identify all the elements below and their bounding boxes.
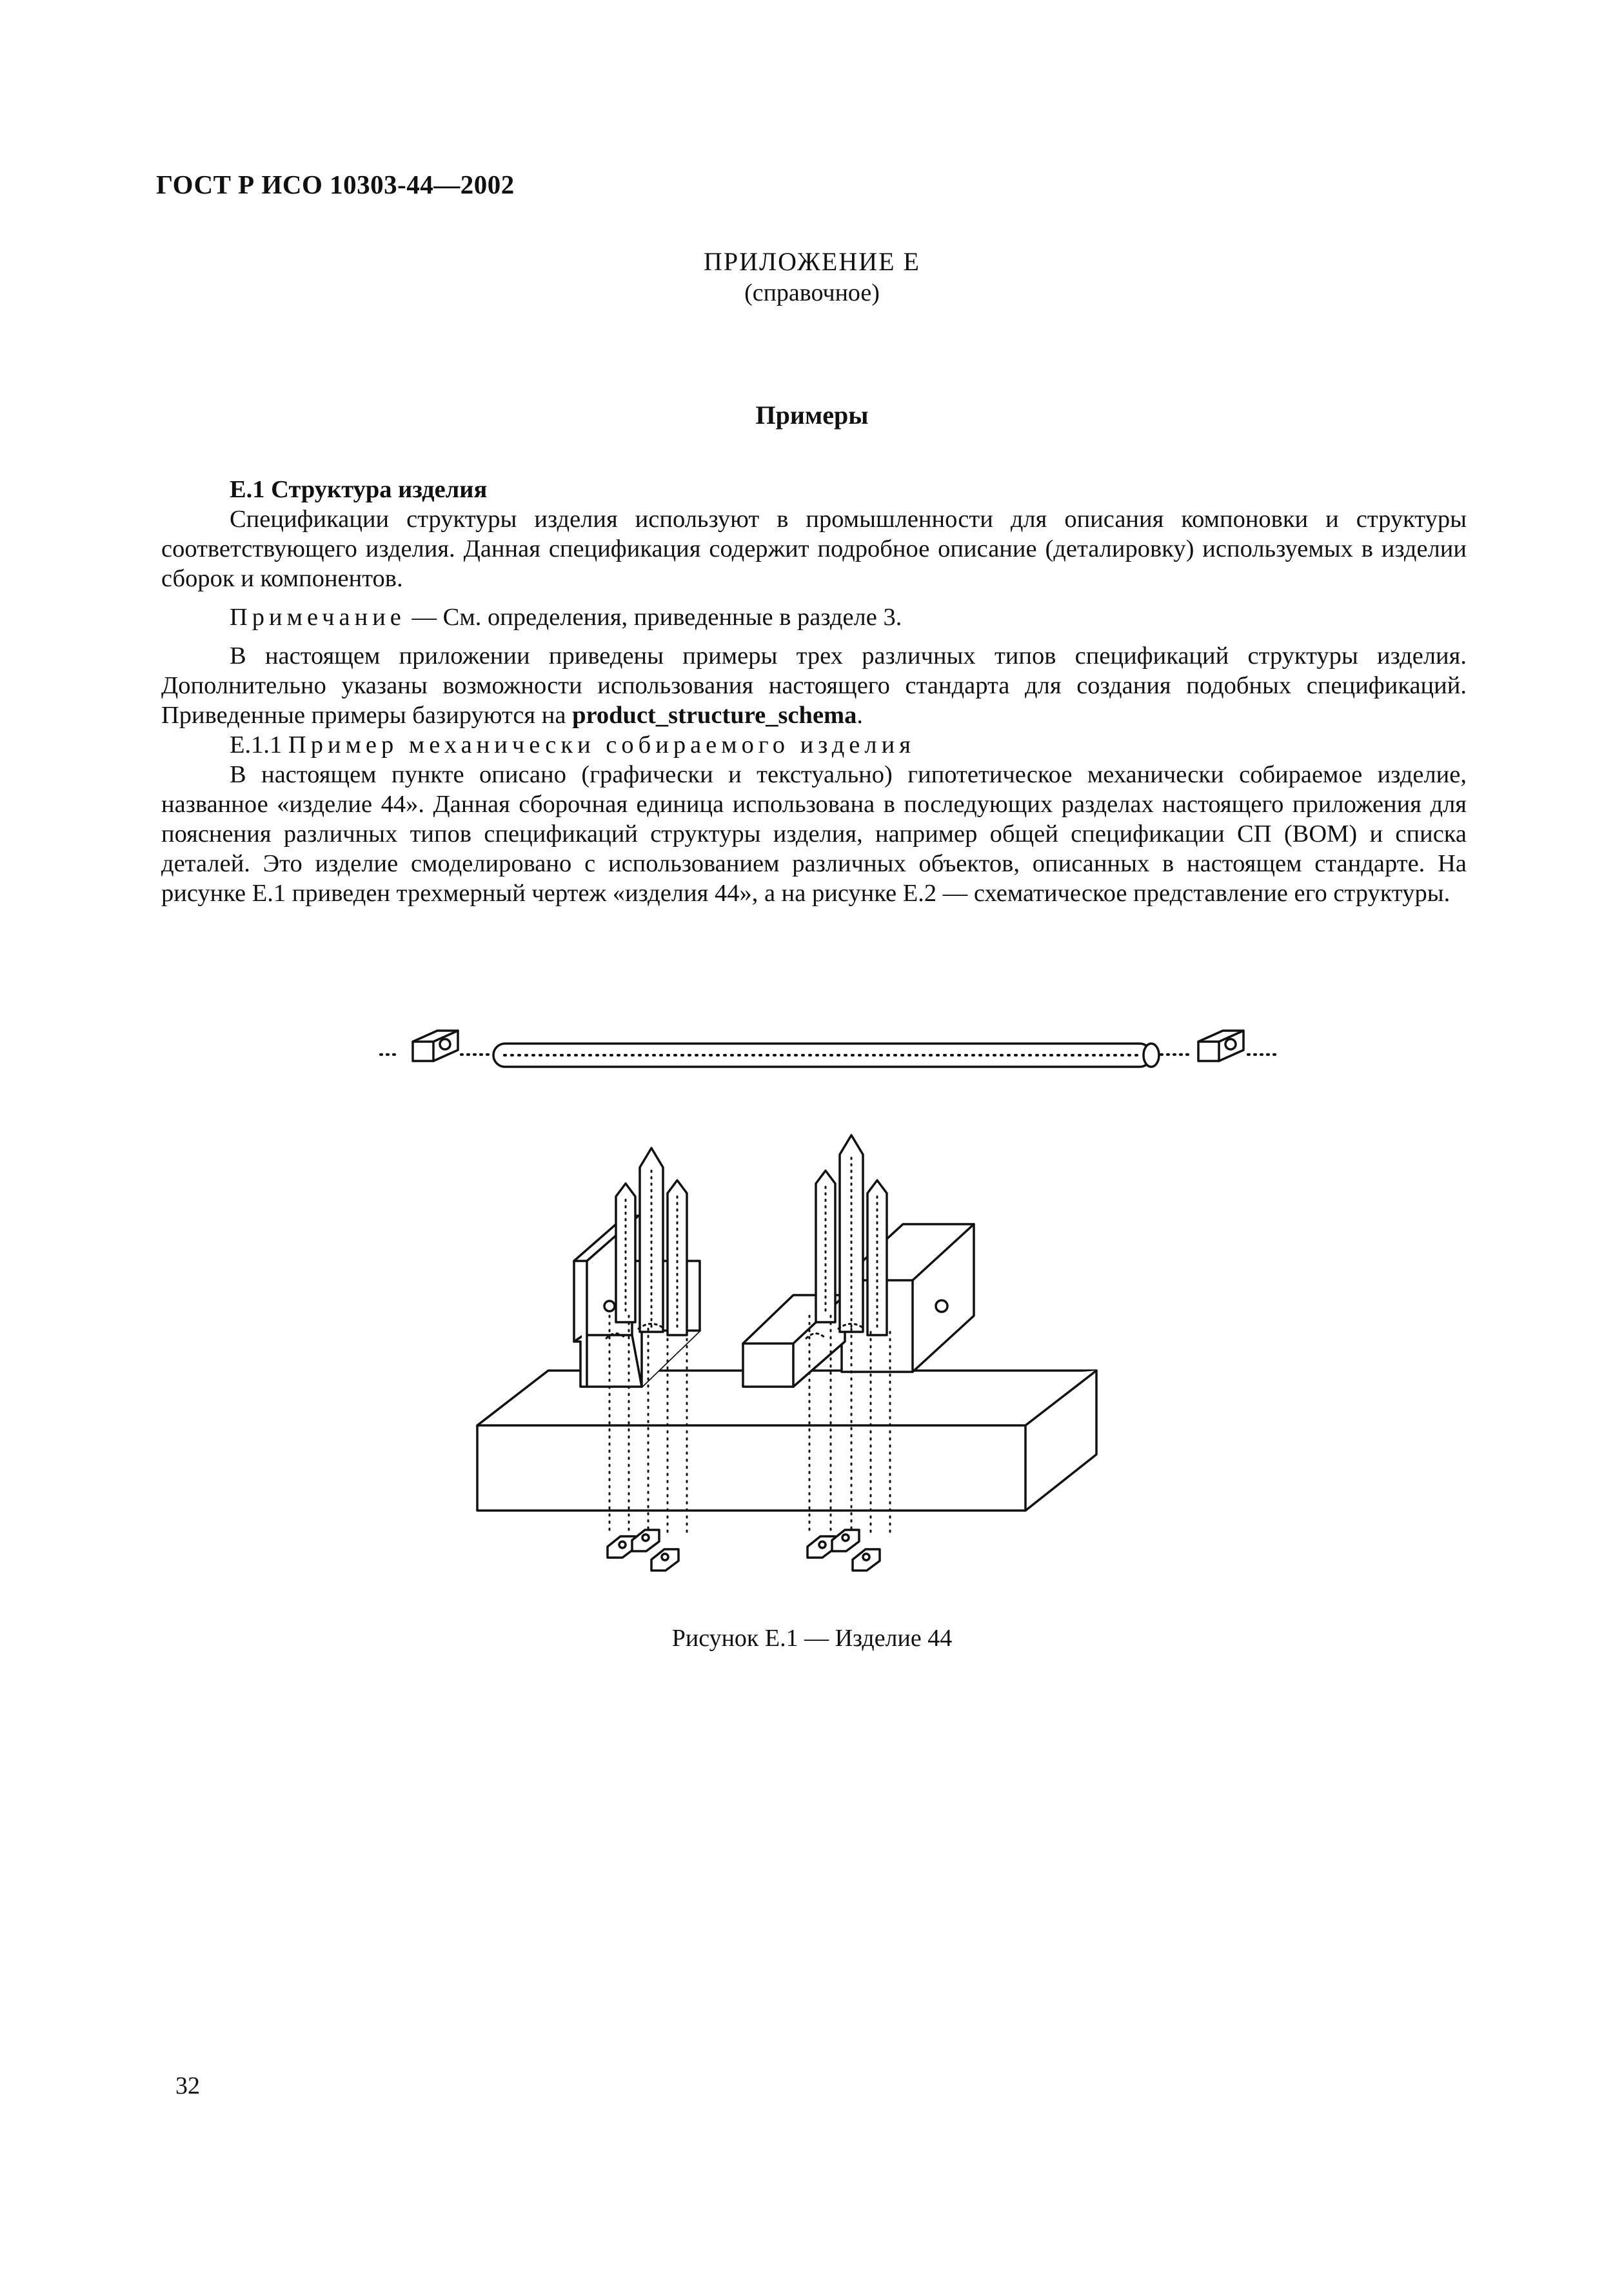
paragraph-e1-2 (161, 641, 1467, 730)
rod-assembly (381, 1031, 1277, 1067)
note (161, 602, 1467, 632)
product-drawing (361, 980, 1290, 1587)
schema-name: product_structure_schema (572, 702, 857, 729)
paragraph-e11: В настоящем пункте описано (графически и текстуально) гипотетическое механически собираемое изделие, названное «изделие 44». Данная сборочная единица использована в последующих разделах настоящего приложения для пояснения различных типов спецификаций структуры изделия, например общей спецификации СП (ВОМ) и списка деталей. Это изделие смоделировано с использованием различных объектов, описанных в настоящем стандарте. На рисунке Е.1 приведен трехмерный чертеж «изделия 44», а на рисунке Е.2 — схематическое представление его структуры. (161, 761, 1467, 907)
nuts-right (807, 1530, 880, 1571)
nuts-left (608, 1530, 678, 1571)
heading-e1 (161, 475, 1467, 504)
heading-e11-text: Пример механически собираемого изделия (288, 731, 915, 758)
standard-header: ГОСТ Р ИСО 10303-44—2002 (156, 170, 515, 199)
paragraph-e1-2-text: В настоящем приложении приведены примеры трех различных типов спецификаций структуры изделия. Дополнительно указаны возможности использования настоящего стандарта для создания подобных спецификаций. Приведенные примеры базируются на (161, 642, 1467, 729)
page-number: 32 (175, 2072, 200, 2099)
annex-title: ПРИЛОЖЕНИЕ Е (704, 247, 920, 276)
note-label: Примечание (230, 604, 406, 631)
section-title: Примеры (755, 401, 869, 430)
body-text (161, 475, 1467, 908)
paragraph-e1-2-end: . (857, 702, 863, 729)
annex-subtitle: (справочное) (744, 279, 880, 306)
note-text: — См. определения, приведенные в разделе 3. (405, 604, 902, 631)
heading-e11 (161, 730, 1467, 760)
paragraph-e1-1: Спецификации структуры изделия используют в промышленности для описания компоновки и структуры соответствующего изделия. Данная спецификация содержит подробное описание (деталировку) используемых в изделии сборок и компонентов. (161, 506, 1467, 592)
base-plate (477, 1371, 1096, 1511)
figure-caption: Рисунок Е.1 — Изделие 44 (671, 1625, 953, 1652)
heading-e1-text: Е.1 Структура изделия (230, 476, 488, 503)
heading-e11-number: Е.1.1 (230, 731, 282, 758)
